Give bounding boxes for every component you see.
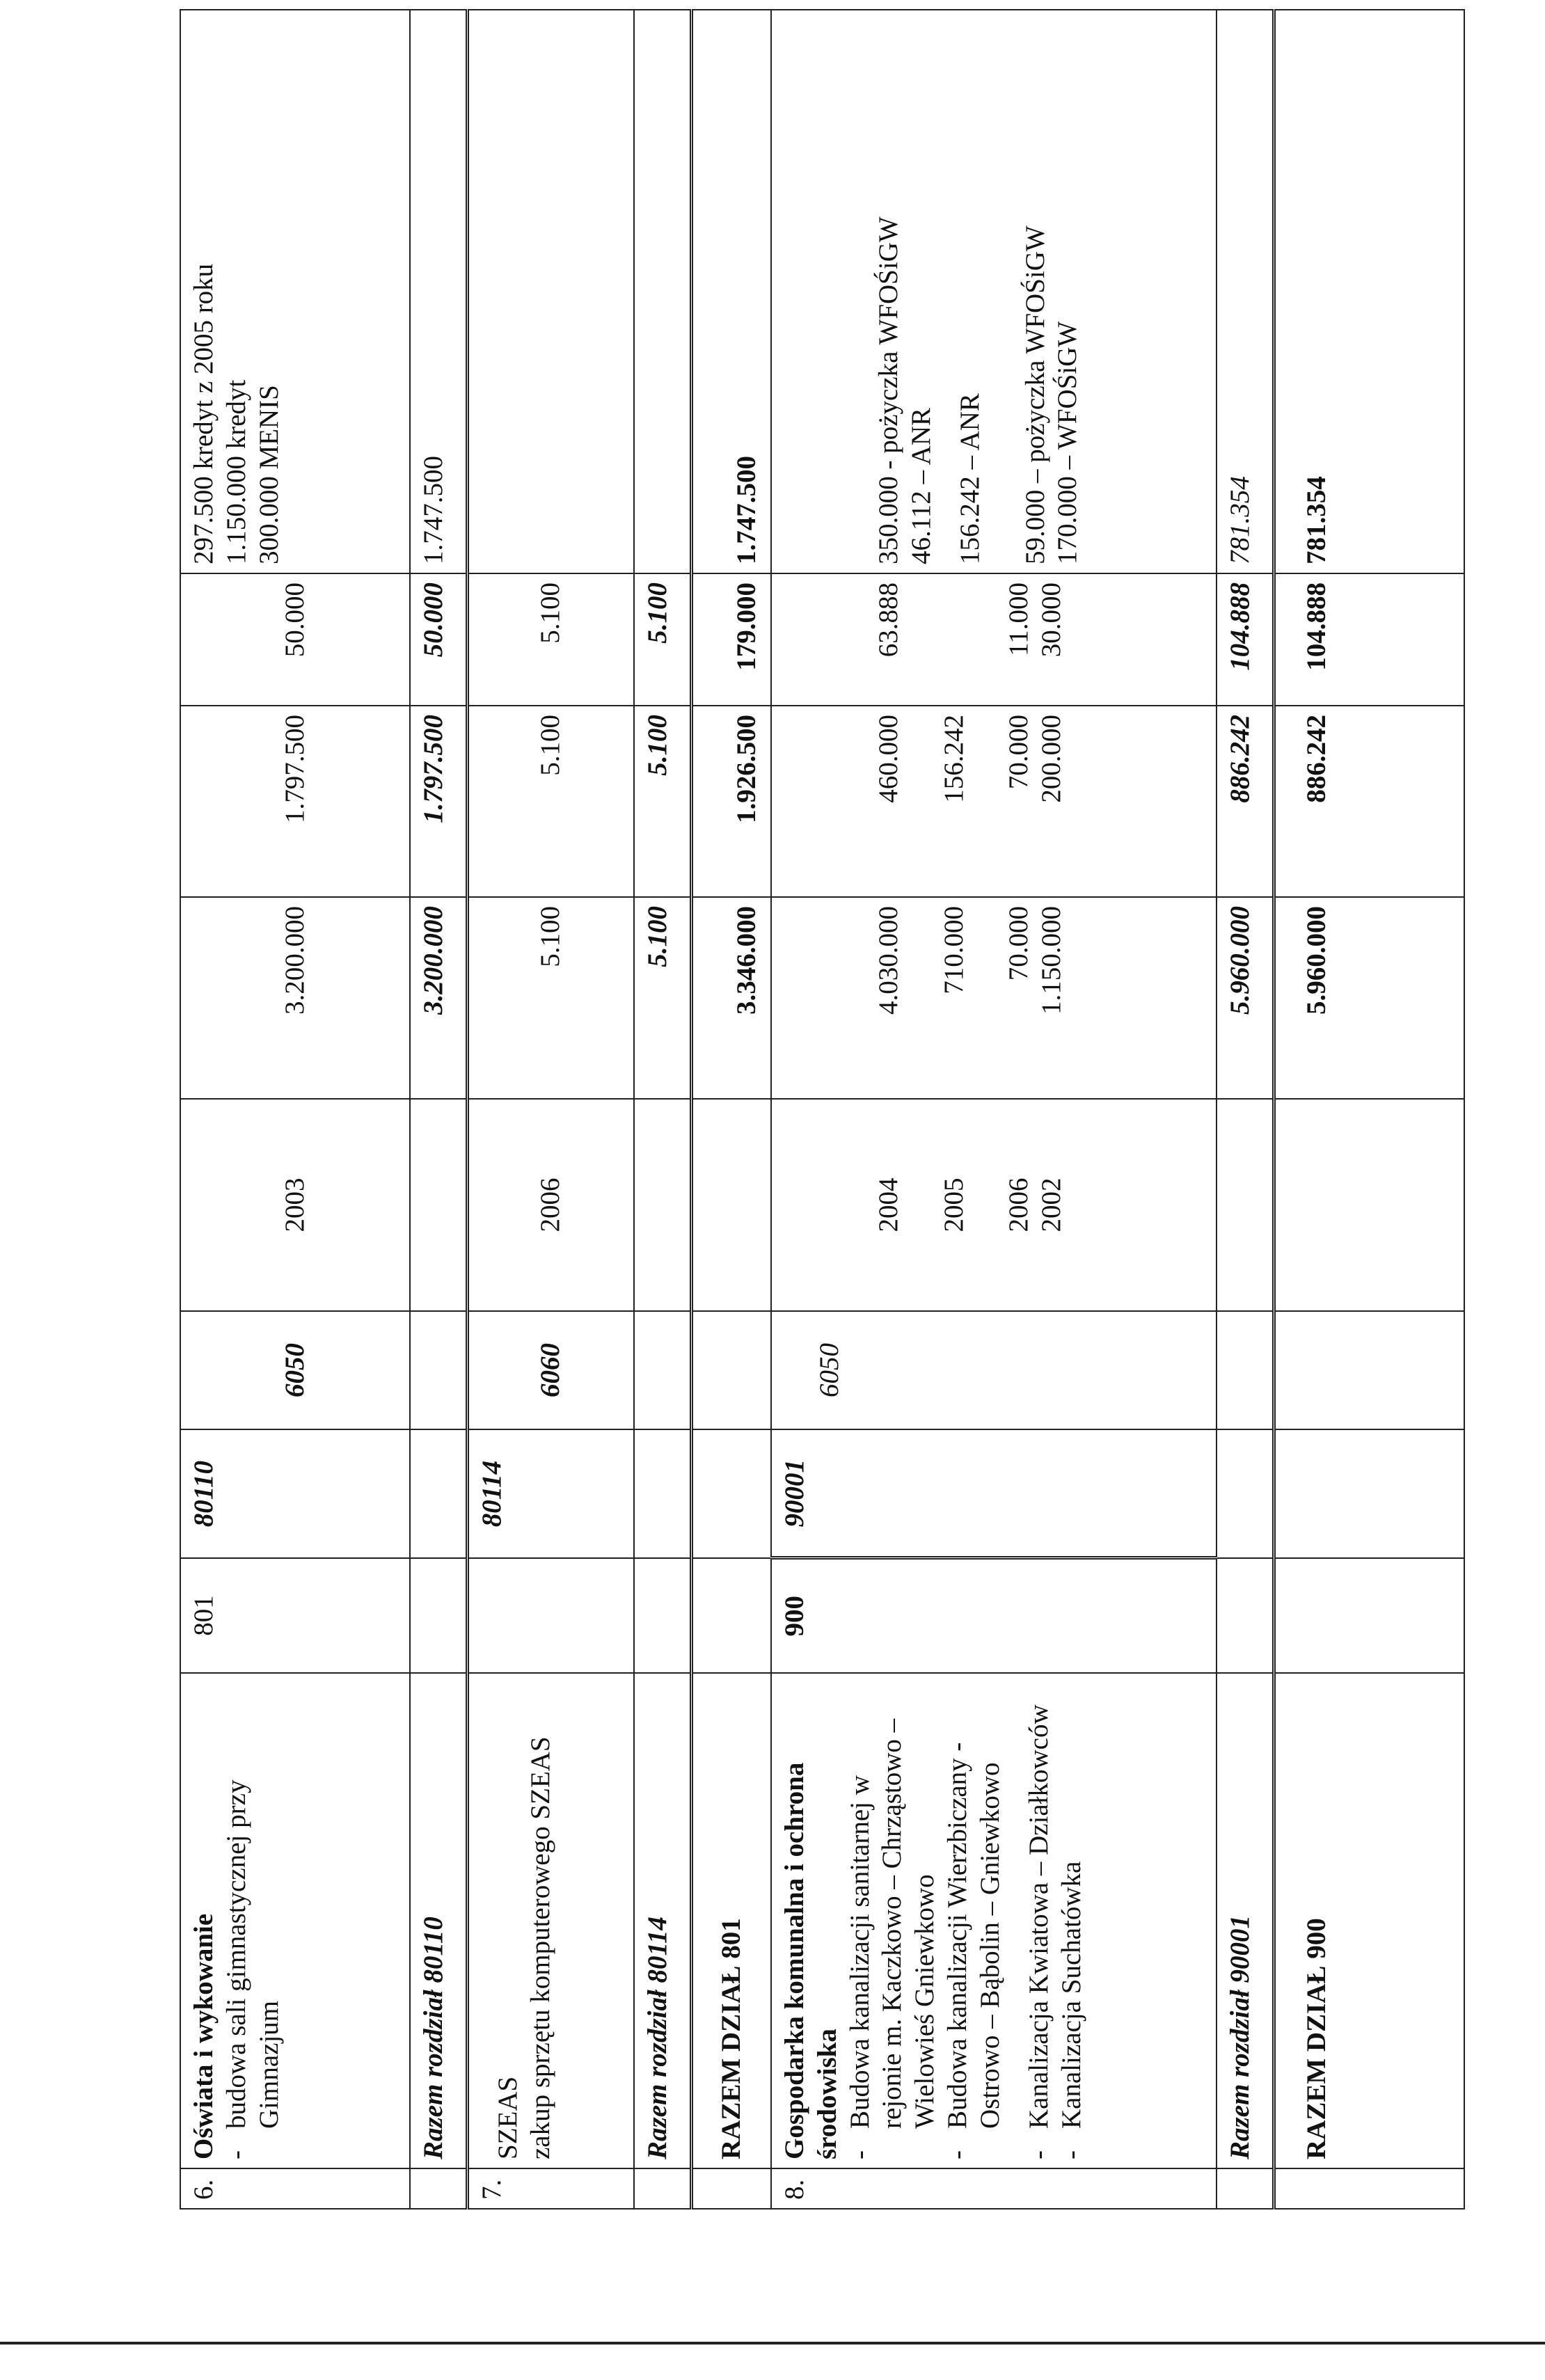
rozdzial-code: 90001 [771, 1429, 1217, 1558]
summary-sources: 1.747.500 [410, 10, 467, 573]
table-row [180, 10, 410, 2209]
investment-table [180, 9, 1465, 2210]
funding-sources: 350.000 - pożyczka WFOŚiGW 46.112 – ANR 156.242 – ANR 59.000 – pożyczka WFOŚiGW 170.000 – WFOŚiGW [771, 10, 1217, 573]
summary-sources [634, 10, 691, 573]
dzial-code: 801 [180, 1558, 410, 1673]
table-row [691, 10, 771, 2209]
division-own: 179.000 [691, 573, 771, 706]
summary-plan: 5.100 [634, 706, 691, 897]
summary-plan: 886.242 [1217, 706, 1274, 897]
rozdzial-code: 80114 [467, 1429, 634, 1558]
row-number: 7. [467, 2168, 634, 2209]
year-cell: 2004 2005 2006 2002 [771, 1099, 1217, 1311]
table-row [1274, 10, 1464, 2209]
total-value: 3.200.000 [180, 897, 410, 1099]
summary-sources: 781.354 [1217, 10, 1274, 573]
division-total: 3.346.000 [691, 897, 771, 1099]
summary-own: 5.100 [634, 573, 691, 706]
paragraf-code: 6060 [467, 1311, 634, 1429]
year-start: 2006 [467, 1099, 634, 1311]
paragraf-code: 6050 [771, 1311, 1217, 1429]
table-row [467, 10, 634, 2209]
division-total: 5.960.000 [1274, 897, 1464, 1099]
own-funds-value: 5.100 [467, 573, 634, 706]
table-row [410, 10, 467, 2209]
summary-total: 5.100 [634, 897, 691, 1099]
task-description: SZEAS zakup sprzętu komputerowego SZEAS [467, 1673, 634, 2168]
rozdzial-code: 80110 [180, 1429, 410, 1558]
dzial-code [467, 1558, 634, 1673]
rotated-table-page [180, 10, 1464, 2210]
summary-plan: 1.797.500 [410, 706, 467, 897]
section-heading: SZEAS [492, 2076, 523, 2159]
division-total-label: RAZEM DZIAŁ 900 [1274, 1673, 1464, 2168]
summary-label: Razem rozdział 80110 [410, 1673, 467, 2168]
division-plan: 886.242 [1274, 706, 1464, 897]
bottom-rule [0, 2342, 1545, 2345]
plan-value: 1.797.500 [180, 706, 410, 897]
paragraf-code: 6050 [180, 1311, 410, 1429]
task-description: Gospodarka komunalna i ochrona środowiska -Budowa kanalizacji sanitarnej w rejonie m. Kaczkowo – Chrząstowo – Wielowieś Gniewkowo -Budowa kanalizacji Wierzbiczany - Ostrowo – Bąbolin – Gniewkowo -Kanalizacja Kwiatowa – Działkowców -Kanalizacja Suchatówka [771, 1673, 1217, 2168]
dzial-code: 900 [771, 1558, 1217, 1673]
funding-sources: 297.500 kredyt z 2005 roku 1.150.000 kredyt 300.000 MENIS [180, 10, 410, 573]
summary-total: 5.960.000 [1217, 897, 1274, 1099]
year-start: 2003 [180, 1099, 410, 1311]
section-heading: Gospodarka komunalna i ochrona środowiska [779, 1762, 842, 2159]
summary-own: 104.888 [1217, 573, 1274, 706]
division-own: 104.888 [1274, 573, 1464, 706]
summary-total: 3.200.000 [410, 897, 467, 1099]
total-value: 5.100 [467, 897, 634, 1099]
table-row [771, 10, 1217, 2209]
plan-value: 5.100 [467, 706, 634, 897]
summary-label: Razem rozdział 90001 [1217, 1673, 1274, 2168]
summary-own: 50.000 [410, 573, 467, 706]
division-sources: 781.354 [1274, 10, 1464, 573]
total-value-cell: 4.030.000 710.000 70.000 1.150.000 [771, 897, 1217, 1099]
own-funds-value: 50.000 [180, 573, 410, 706]
division-plan: 1.926.500 [691, 706, 771, 897]
table-row [634, 10, 691, 2209]
summary-label: Razem rozdział 80114 [634, 1673, 691, 2168]
division-sources: 1.747.500 [691, 10, 771, 573]
section-heading: Oświata i wykowanie [189, 1913, 219, 2159]
table-row [1217, 10, 1274, 2209]
own-funds-cell: 63.888 11.000 30.000 [771, 573, 1217, 706]
division-total-label: RAZEM DZIAŁ 801 [691, 1673, 771, 2168]
row-number: 8. [771, 2168, 1217, 2209]
row-number: 6. [180, 2168, 410, 2209]
task-description: Oświata i wykowanie -budowa sali gimnastycznej przy Gimnazjum [180, 1673, 410, 2168]
plan-value-cell: 460.000 156.242 70.000 200.000 [771, 706, 1217, 897]
